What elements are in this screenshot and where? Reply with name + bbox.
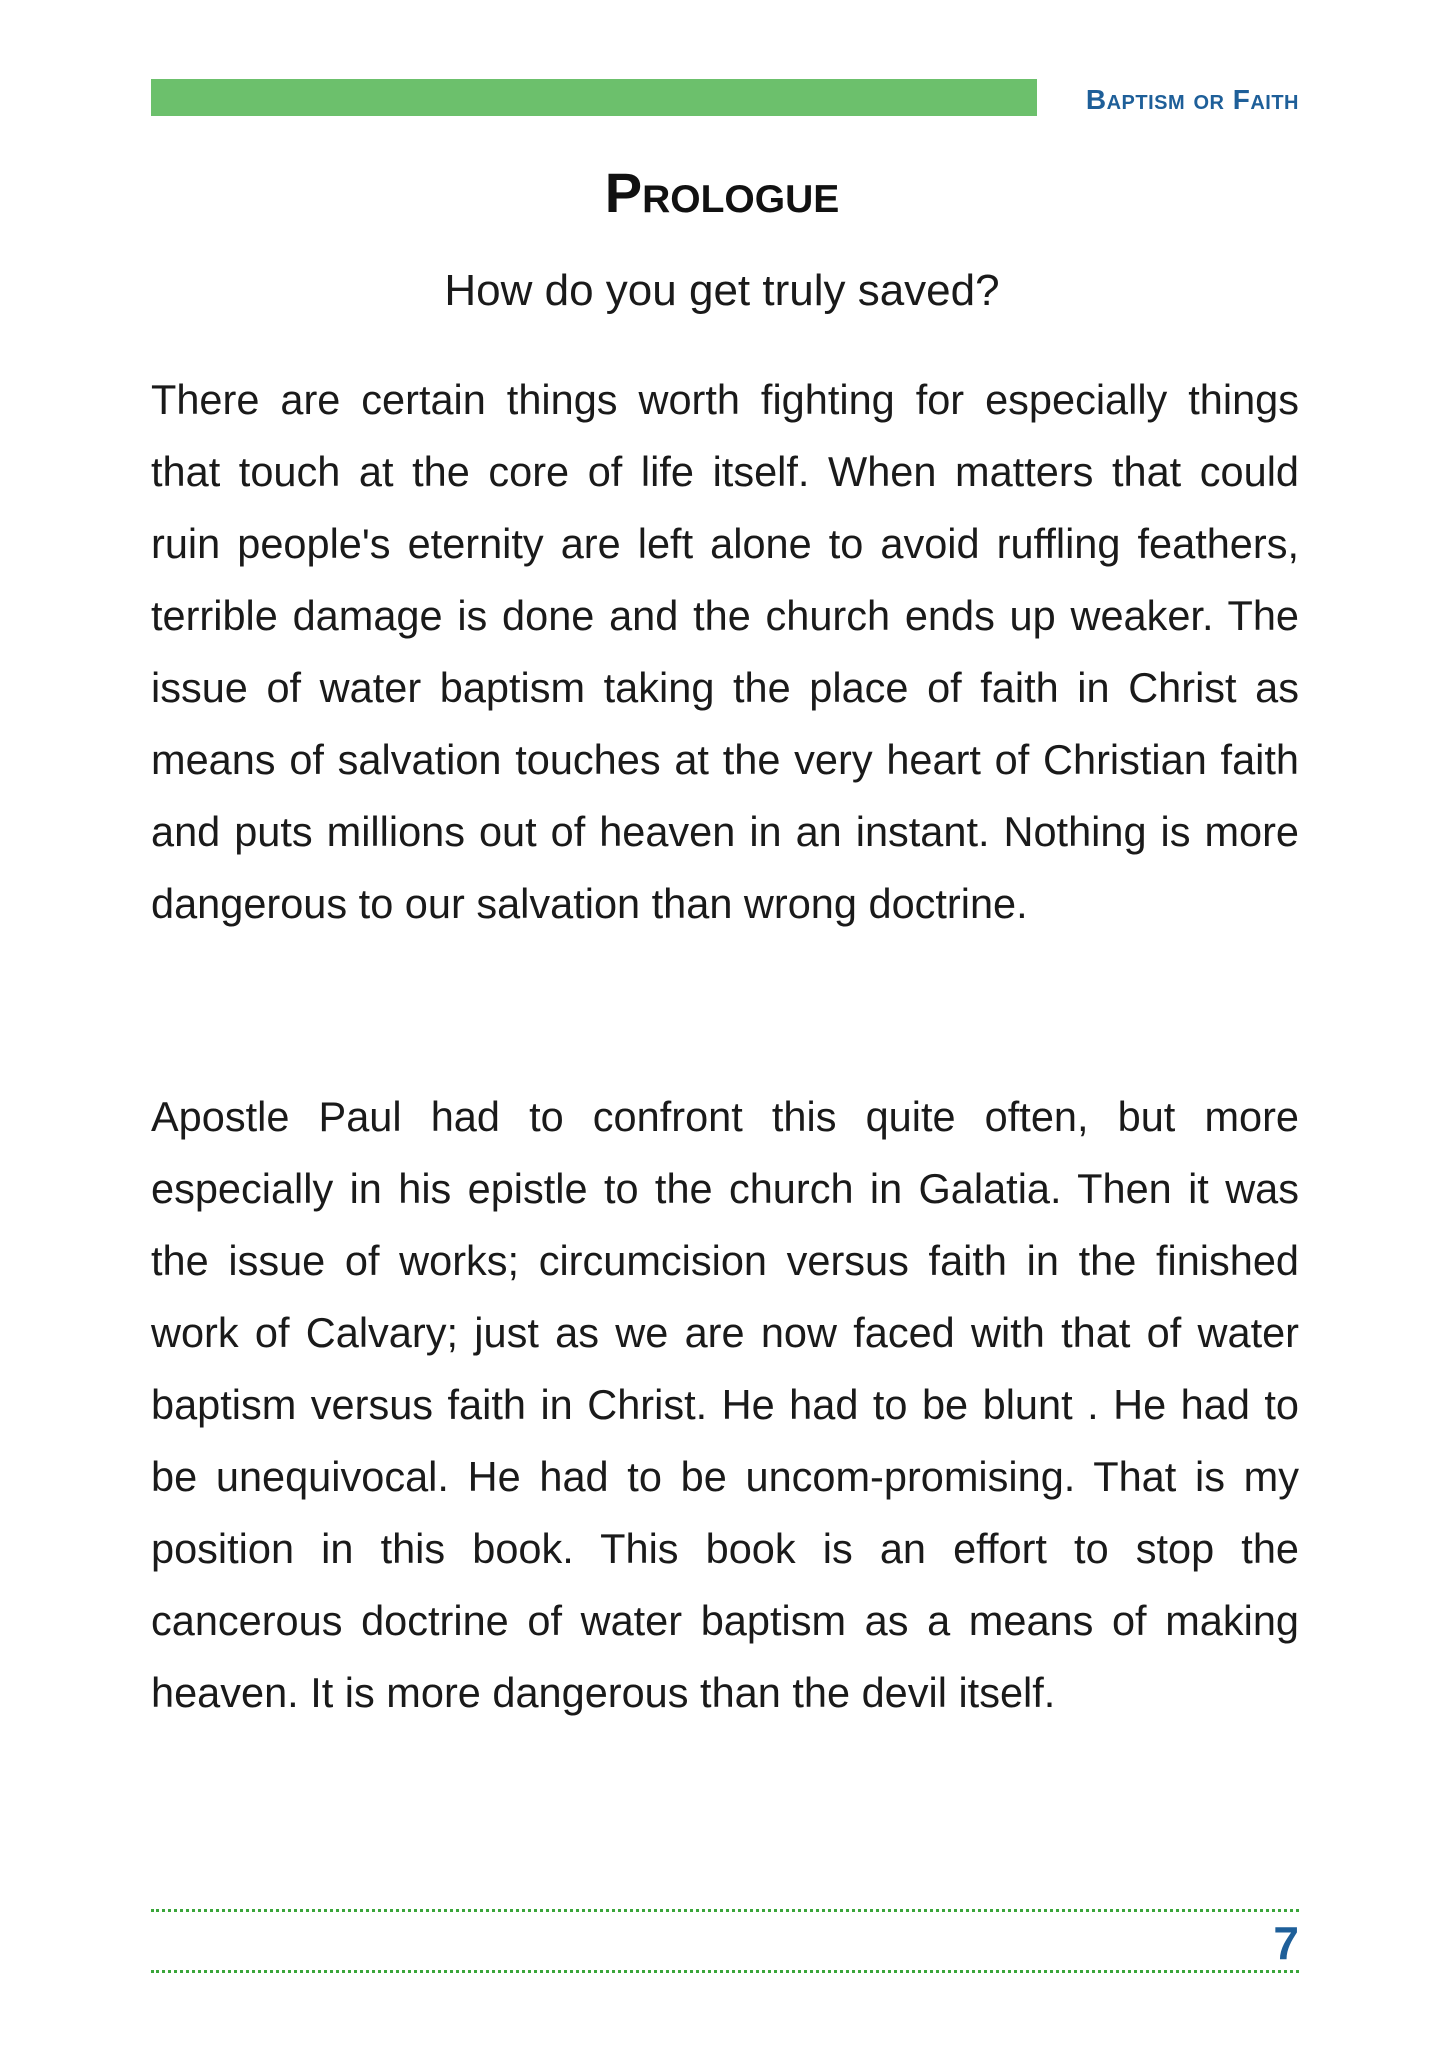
footer-rule-top bbox=[151, 1909, 1299, 1912]
footer-rule-bottom bbox=[151, 1970, 1299, 1973]
running-title: Baptism or Faith bbox=[1085, 84, 1299, 115]
header-bar bbox=[151, 79, 1037, 116]
paragraph-2: Apostle Paul had to confront this quite often, but more especially in his epistle to the church in Galatia. Then it was the issue of works; circumcision versus faith in the finished work of Calvary; just as we are now faced with that of water baptism versus faith in Christ. He had to be blunt . He had to be unequivocal. He had to be uncom-promising. That is my position in this book. This book is an effort to stop the cancerous doctrine of water baptism as a means of making heaven. It is more dangerous than the devil itself. bbox=[151, 1093, 1299, 1716]
page-number: 7 bbox=[1273, 1917, 1299, 1969]
paragraph-1: There are certain things worth fighting for especially things that touch at the core of life itself. When matters that could ruin people's eternity are left alone to avoid ruffling feathers, terrible damage is done and the church ends up weaker. The issue of water baptism taking the place of faith in Christ as means of salvation touches at the very heart of Christian faith and puts millions out of heaven in an instant. Nothing is more dangerous to our salvation than wrong doctrine. bbox=[151, 376, 1299, 927]
subtitle: How do you get truly saved? bbox=[444, 266, 1000, 315]
page-title: Prologue bbox=[604, 161, 840, 224]
